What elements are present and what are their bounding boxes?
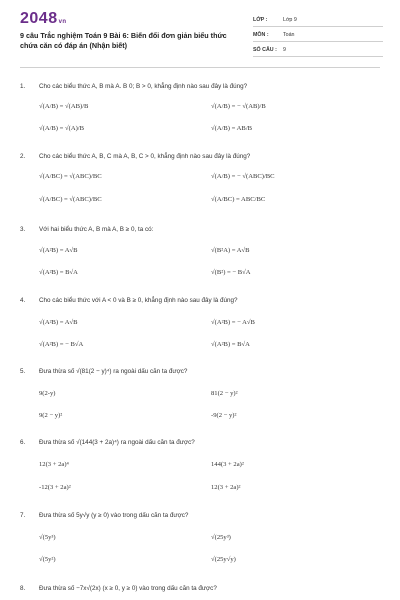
option-b[interactable]: √(B²A) = A√B: [211, 247, 250, 254]
option-c[interactable]: 9(2 − y)²: [39, 412, 63, 419]
meta-label: SỐ CÂU :: [253, 47, 277, 53]
option-a[interactable]: √(A/B) = √(AB)/B: [39, 103, 89, 110]
option-b[interactable]: √(A/B) = − √(ABC)/BC: [211, 173, 275, 180]
option-c[interactable]: √(A²B) = − B√A: [39, 341, 84, 348]
meta-value: Toán: [283, 32, 295, 38]
option-d[interactable]: √(A/BC) = ABC/BC: [211, 196, 266, 203]
question-number: 5.: [20, 368, 26, 375]
option-b[interactable]: 144(3 + 2a)²: [211, 461, 244, 468]
logo-text: 2048: [20, 10, 58, 27]
meta-label: MÔN :: [253, 32, 269, 38]
question-number: 7.: [20, 512, 26, 519]
logo-suffix: vn: [58, 19, 67, 25]
meta-label: LỚP :: [253, 17, 268, 23]
option-c[interactable]: √(5y²): [39, 556, 56, 563]
option-a[interactable]: √(A²B) = A√B: [39, 319, 78, 326]
meta-class: [253, 15, 383, 27]
question-text: Với hai biểu thức A, B mà A, B ≥ 0, ta có:: [39, 226, 154, 233]
question-text: Đưa thừa số −7x√(2x) (x ≥ 0, y ≥ 0) vào trong dấu căn ta được?: [39, 585, 217, 592]
question-number: 6.: [20, 439, 26, 446]
option-a[interactable]: √(5y³): [39, 534, 56, 541]
option-a[interactable]: √(A²B) = A√B: [39, 247, 78, 254]
option-a[interactable]: 9(2-y): [39, 390, 56, 397]
option-d[interactable]: -9(2 − y)²: [211, 412, 237, 419]
option-d[interactable]: √(B²) = − B√A: [211, 269, 251, 276]
option-a[interactable]: √(A/BC) = √(ABC)/BC: [39, 173, 102, 180]
meta-subject: [253, 30, 383, 42]
question-number: 4.: [20, 297, 26, 304]
question-text: Cho các biểu thức A, B mà A. B 0; B > 0, khẳng định nào sau đây là đúng?: [39, 83, 248, 90]
question-text: Đưa thừa số 5y√y (y ≥ 0) vào trong dấu căn ta được?: [39, 512, 189, 519]
option-b[interactable]: √(25y³): [211, 534, 231, 541]
question-text: Cho các biểu thức với A < 0 và B ≥ 0, khẳng định nào sau đây là đúng?: [39, 297, 238, 304]
meta-count: [253, 45, 383, 57]
option-d[interactable]: √(25y√y): [211, 556, 236, 563]
meta-value: 9: [283, 47, 286, 53]
question-number: 1.: [20, 83, 26, 90]
question-text: Đưa thừa số √(144(3 + 2a)⁴) ra ngoài dấu căn ta được?: [39, 439, 195, 446]
option-b[interactable]: √(A/B) = − √(AB)/B: [211, 103, 266, 110]
option-c[interactable]: √(A/B) = √(A)/B: [39, 125, 85, 132]
option-c[interactable]: √(A²B) = B√A: [39, 269, 78, 276]
question-text: Đưa thừa số √(81(2 − y)⁴) ra ngoài dấu căn ta được?: [39, 368, 188, 375]
option-a[interactable]: 12(3 + 2a)⁴: [39, 461, 69, 468]
header-divider: [20, 67, 380, 68]
site-logo[interactable]: [20, 10, 67, 28]
meta-value: Lớp 9: [283, 17, 297, 23]
option-b[interactable]: 81(2 − y)²: [211, 390, 238, 397]
option-c[interactable]: √(A/BC) = √(ABC)/BC: [39, 196, 102, 203]
option-c[interactable]: -12(3 + 2a)²: [39, 484, 71, 491]
option-b[interactable]: √(A²B) = − A√B: [211, 319, 255, 326]
option-d[interactable]: 12(3 + 2a)²: [211, 484, 241, 491]
question-number: 8.: [20, 585, 26, 592]
option-d[interactable]: √(A²B) = B√A: [211, 341, 250, 348]
page-title: 9 câu Trắc nghiệm Toán 9 Bài 6: Biến đổi đơn giản biểu thức chứa căn có đáp án (Nhận biết): [20, 31, 227, 50]
question-number: 3.: [20, 226, 26, 233]
question-number: 2.: [20, 153, 26, 160]
option-d[interactable]: √(A/B) = AB/B: [211, 125, 253, 132]
question-text: Cho các biểu thức A, B, C mà A, B, C > 0, khẳng định nào sau đây là đúng?: [39, 153, 251, 160]
